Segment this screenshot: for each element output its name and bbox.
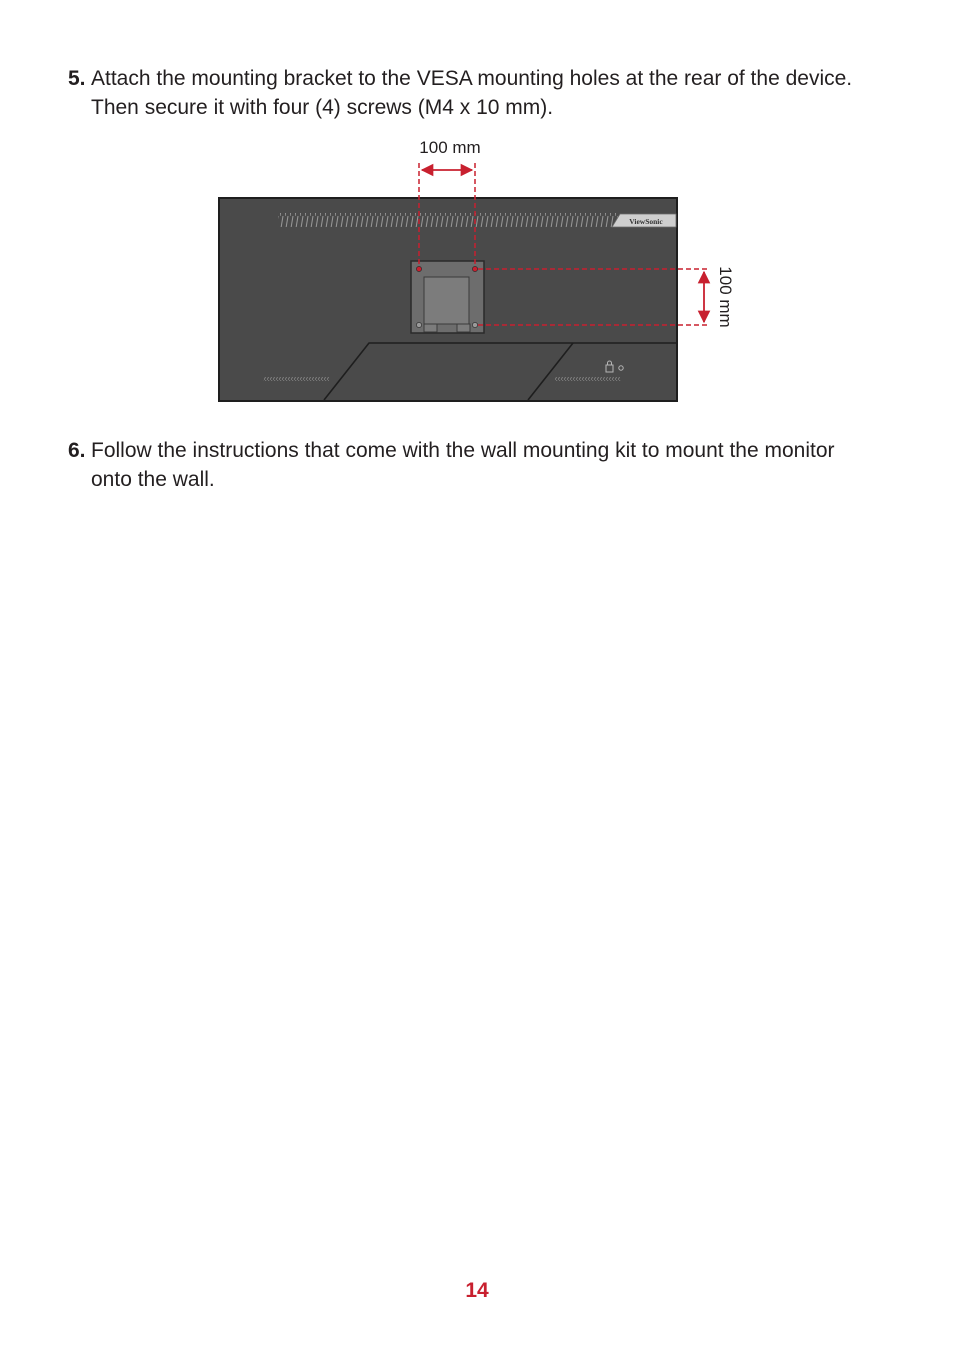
step-text: Follow the instructions that come with the wall mounting kit to mount the monitor onto the wall. [91,439,835,491]
bottom-vent-left [263,377,329,381]
step-5 [68,64,868,122]
vesa-mount-diagram [200,130,760,420]
bracket-inner-plate [424,277,469,324]
step-number: 5. [68,67,86,90]
bracket-tab-left [424,324,437,332]
page-number: 14 [465,1279,489,1302]
horizontal-dimension-label: 100 mm [419,138,481,157]
bracket-tab-right [457,324,470,332]
top-vent [278,213,618,227]
brand-logo: ViewSonic [629,217,663,226]
vertical-dimension-label: 100 mm [716,266,735,328]
step-number: 6. [68,439,86,462]
step-6 [68,436,868,494]
step-text: Attach the mounting bracket to the VESA mounting holes at the rear of the device. Then secure it with four (4) screws (M4 x 10 mm). [91,67,853,119]
bottom-vent-right [555,377,621,381]
